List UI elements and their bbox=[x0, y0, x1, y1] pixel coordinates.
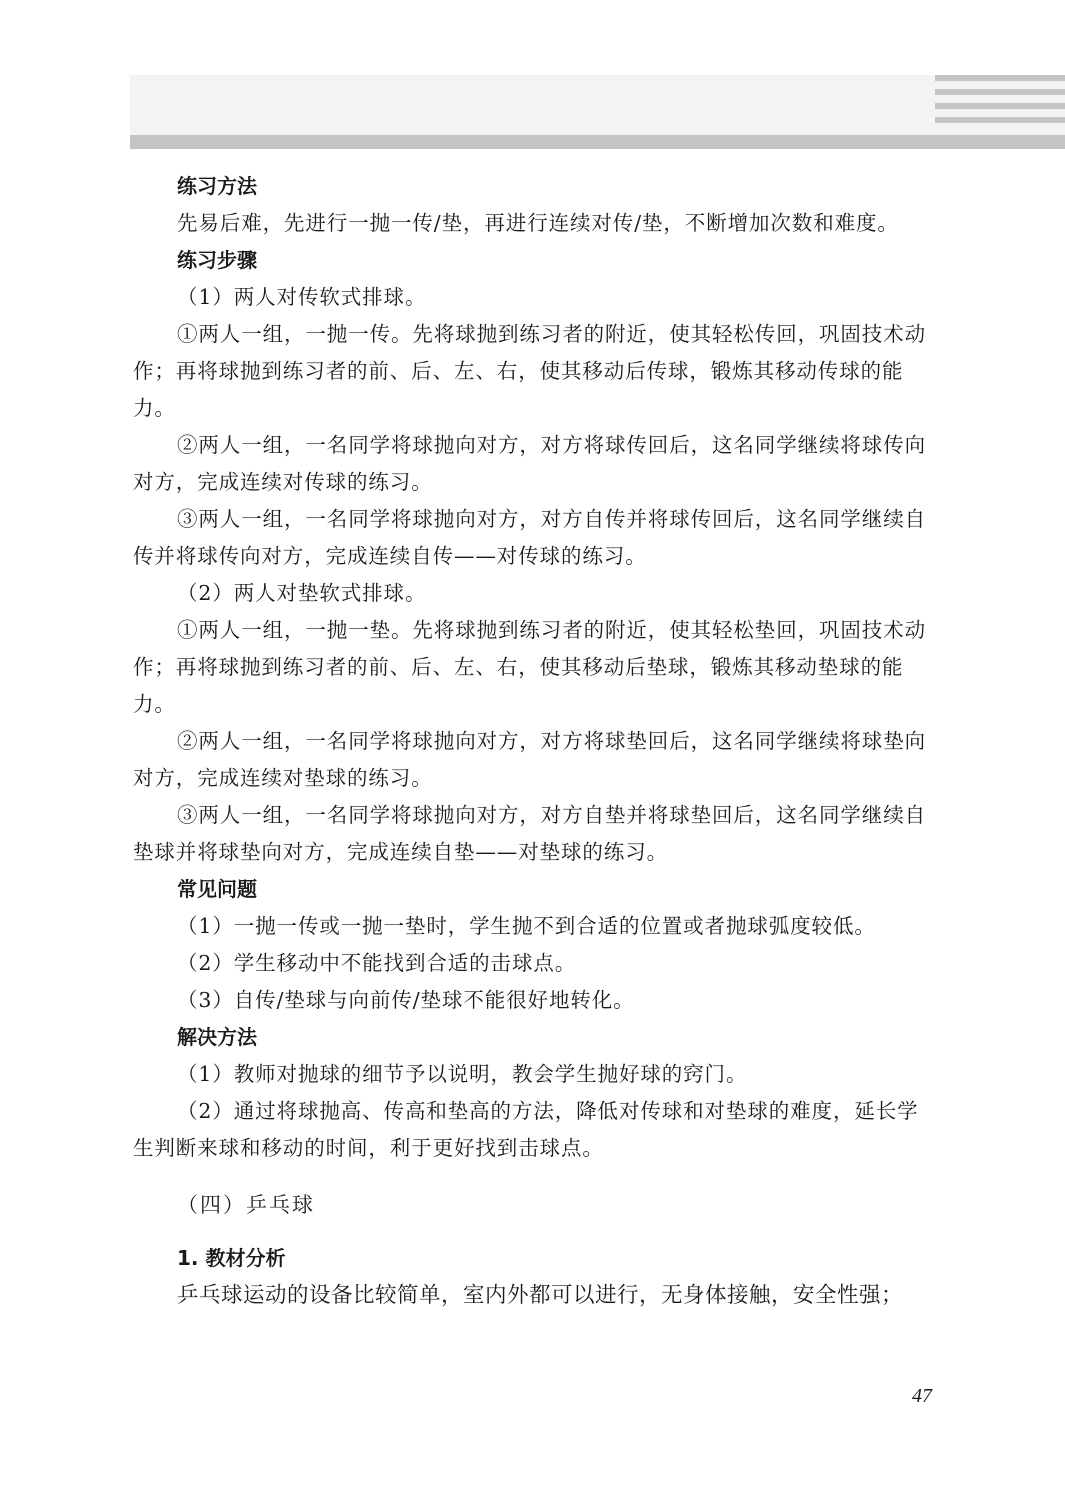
page-number: 47 bbox=[912, 1385, 932, 1407]
header-stripe bbox=[935, 75, 1065, 81]
header-band bbox=[130, 75, 1065, 135]
list-item: （2）学生移动中不能找到合适的击球点。 bbox=[177, 951, 577, 975]
list-item: ②两人一组，一名同学将球抛向对方，对方将球垫回后，这名同学继续将球垫向对方，完成连续对垫球的练习。 bbox=[133, 729, 926, 790]
list-item: （1）两人对传软式排球。 bbox=[177, 285, 427, 309]
heading-solutions: 解决方法 bbox=[177, 1025, 257, 1049]
heading-practice-steps: 练习步骤 bbox=[177, 248, 257, 272]
section-title: （四）乒乓球 bbox=[177, 1193, 315, 1217]
list-item: （1）一抛一传或一抛一垫时，学生抛不到合适的位置或者抛球弧度较低。 bbox=[177, 914, 876, 938]
list-item: （2）通过将球抛高、传高和垫高的方法，降低对传球和对垫球的难度，延长学生判断来球和移动的时间，利于更好找到击球点。 bbox=[133, 1099, 919, 1160]
heading-common-problems: 常见问题 bbox=[177, 877, 257, 901]
paragraph: 乒乓球运动的设备比较简单，室内外都可以进行，无身体接触，安全性强； bbox=[177, 1283, 904, 1308]
header-stripe bbox=[935, 117, 1065, 123]
list-item: ②两人一组，一名同学将球抛向对方，对方将球传回后，这名同学继续将球传向对方，完成连续对传球的练习。 bbox=[133, 433, 926, 494]
list-item: （1）教师对抛球的细节予以说明，教会学生抛好球的窍门。 bbox=[177, 1062, 748, 1086]
list-item: （3）自传/垫球与向前传/垫球不能很好地转化。 bbox=[177, 988, 635, 1012]
list-item: ①两人一组，一抛一传。先将球抛到练习者的附近，使其轻松传回，巩固技术动作；再将球抛到练习者的前、后、左、右，使其移动后传球，锻炼其移动传球的能力。 bbox=[133, 322, 926, 420]
list-item: （2）两人对垫软式排球。 bbox=[177, 581, 427, 605]
header-stripe bbox=[935, 89, 1065, 95]
list-item: ③两人一组，一名同学将球抛向对方，对方自传并将球传回后，这名同学继续自传并将球传向对方，完成连续自传——对传球的练习。 bbox=[133, 507, 926, 568]
page-content bbox=[133, 168, 935, 1314]
header-bar bbox=[130, 135, 1065, 149]
heading-material-analysis: 1. 教材分析 bbox=[177, 1246, 286, 1270]
header-stripe bbox=[935, 103, 1065, 109]
list-item: ③两人一组，一名同学将球抛向对方，对方自垫并将球垫回后，这名同学继续自垫球并将球垫向对方，完成连续自垫——对垫球的练习。 bbox=[133, 803, 926, 864]
list-item: ①两人一组，一抛一垫。先将球抛到练习者的附近，使其轻松垫回，巩固技术动作；再将球抛到练习者的前、后、左、右，使其移动后垫球，锻炼其移动垫球的能力。 bbox=[133, 618, 926, 716]
paragraph: 先易后难，先进行一抛一传/垫，再进行连续对传/垫，不断增加次数和难度。 bbox=[177, 211, 899, 235]
heading-practice-method: 练习方法 bbox=[177, 174, 257, 198]
